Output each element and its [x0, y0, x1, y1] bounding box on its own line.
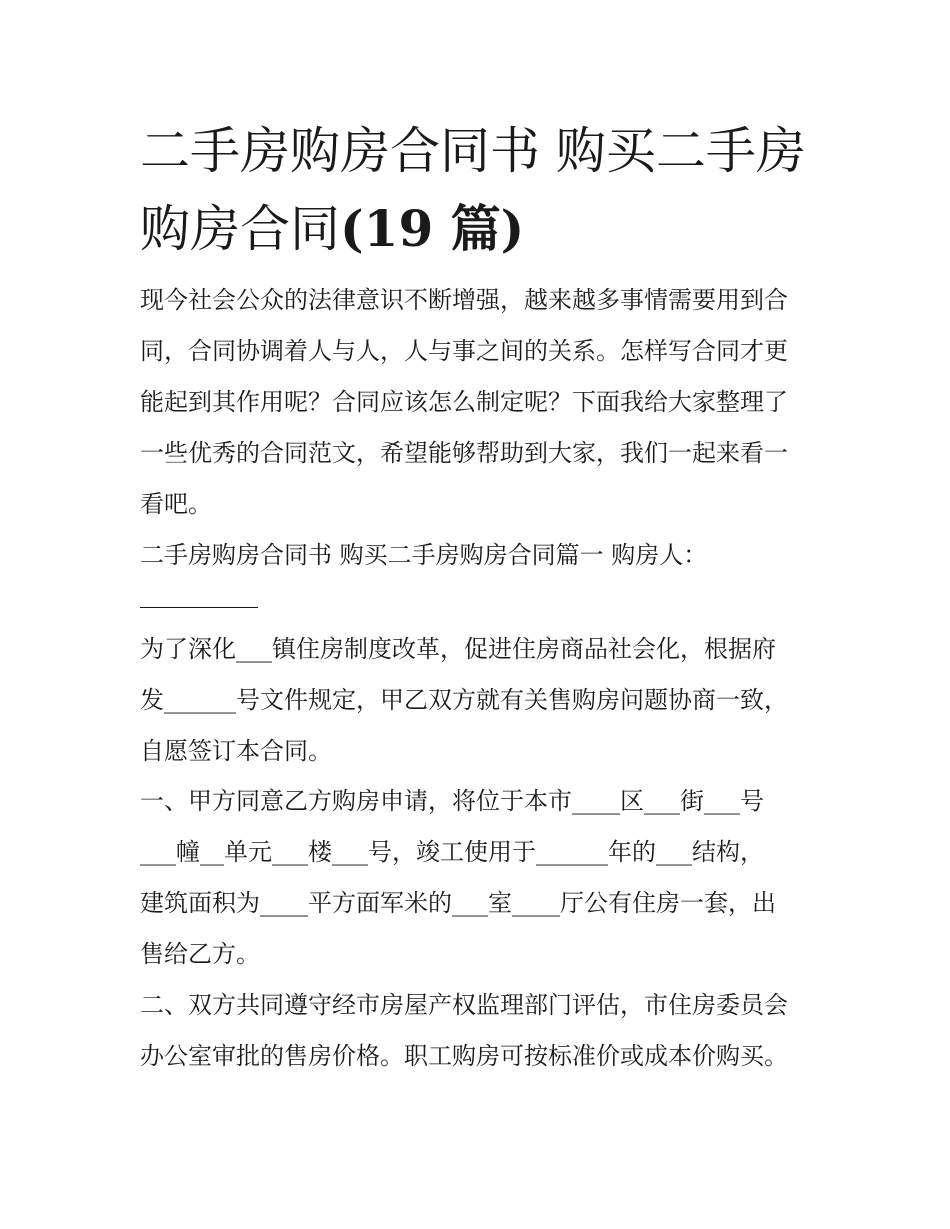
title-line-2-text: 购房合同 [140, 200, 340, 258]
intro-row: 现今社会公众的法律意识不断增强，越来越多事情需要用到合 [140, 286, 788, 314]
title-line-2 [140, 190, 820, 268]
contract-paragraph-preamble [140, 624, 820, 777]
intro-row: 一些优秀的合同范文，希望能够帮助到大家，我们一起来看一 [140, 439, 788, 467]
paragraph-row: 为了深化___镇住房制度改革，促进住房商品社会化，根据府 [140, 635, 776, 663]
paragraph-row: 售给乙方。 [140, 940, 260, 968]
contract-clause-2 [140, 980, 820, 1082]
intro-paragraph [140, 275, 820, 530]
paragraph-row: 一、甲方同意乙方购房申请，将位于本市____区___街___号 [140, 787, 764, 815]
fill-in-blank [140, 585, 258, 608]
title-count: (19 篇) [340, 199, 525, 258]
intro-row: 同，合同协调着人与人，人与事之间的关系。怎样写合同才更 [140, 337, 788, 365]
title-line-1: 二手房购房合同书 购买二手房 [140, 122, 806, 180]
intro-row: 看吧。 [140, 490, 212, 518]
paragraph-row: 发______号文件规定，甲乙双方就有关售购房问题协商一致， [140, 686, 788, 714]
paragraph-row: 二、双方共同遵守经市房屋产权监理部门评估，市住房委员会 [140, 991, 788, 1019]
paragraph-row: ___幢__单元___楼___号，竣工使用于______年的___结构， [140, 838, 764, 866]
paragraph-row: 办公室审批的售房价格。职工购房可按标准价或成本价购买。 [140, 1042, 788, 1070]
paragraph-row: 自愿签订本合同。 [140, 737, 332, 765]
contract-clause-1 [140, 776, 820, 980]
document-title [140, 112, 820, 268]
intro-row: 能起到其作用呢？合同应该怎么制定呢？下面我给大家整理了 [140, 388, 788, 416]
paragraph-row: 建筑面积为____平方面军米的___室____厅公有住房一套，出 [140, 889, 776, 917]
section-heading: 二手房购房合同书 购买二手房购房合同篇一 购房人： [140, 541, 708, 569]
buyer-blank-line [140, 575, 820, 626]
